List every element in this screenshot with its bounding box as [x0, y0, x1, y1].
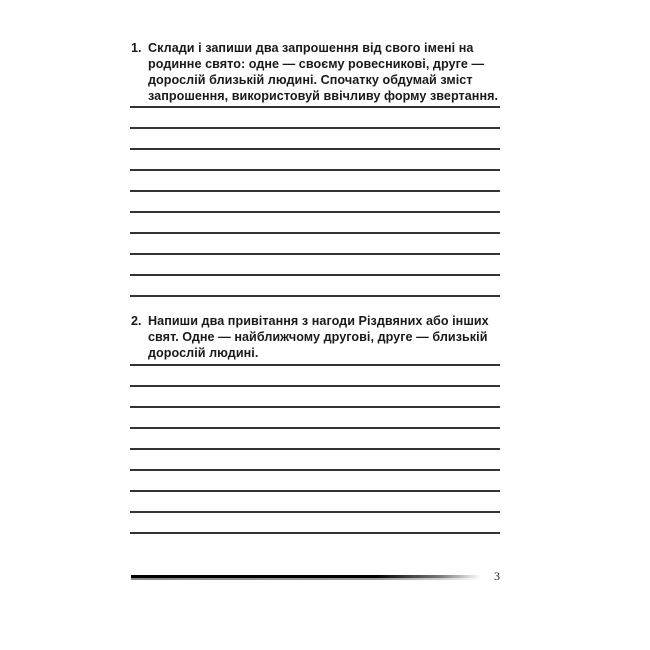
task-1-number: 1. — [131, 41, 142, 55]
writing-line[interactable] — [130, 406, 500, 408]
writing-line[interactable] — [130, 274, 500, 276]
task-2-text: Напиши два привітання з нагоди Різдвяних або інших свят. Одне — найближчому другові, друге — близькій дорослій людині. — [148, 314, 489, 360]
writing-line[interactable] — [130, 427, 500, 429]
task-2-number: 2. — [131, 314, 142, 328]
writing-line[interactable] — [130, 148, 500, 150]
writing-line[interactable] — [130, 448, 500, 450]
writing-line[interactable] — [130, 532, 500, 534]
writing-line[interactable] — [130, 469, 500, 471]
footer-rule-shadow — [131, 578, 481, 580]
writing-line[interactable] — [130, 295, 500, 297]
writing-line[interactable] — [130, 253, 500, 255]
writing-line[interactable] — [130, 127, 500, 129]
writing-line[interactable] — [130, 364, 500, 366]
task-2-prompt — [131, 313, 506, 361]
writing-line[interactable] — [130, 211, 500, 213]
writing-line[interactable] — [130, 511, 500, 513]
writing-line[interactable] — [130, 169, 500, 171]
writing-line[interactable] — [130, 232, 500, 234]
writing-line[interactable] — [130, 490, 500, 492]
writing-line[interactable] — [130, 106, 500, 108]
writing-line[interactable] — [130, 385, 500, 387]
page-number: 3 — [494, 569, 500, 583]
task-1-text: Склади і запиши два запрошення від свого імені на родинне свято: одне — своєму ровесникові, друге — дорослій близькій людині. Спочатку обдумай зміст запрошення, використовуй ввічливу форму звертання. — [148, 41, 499, 103]
task-1-prompt — [131, 40, 506, 104]
writing-line[interactable] — [130, 190, 500, 192]
